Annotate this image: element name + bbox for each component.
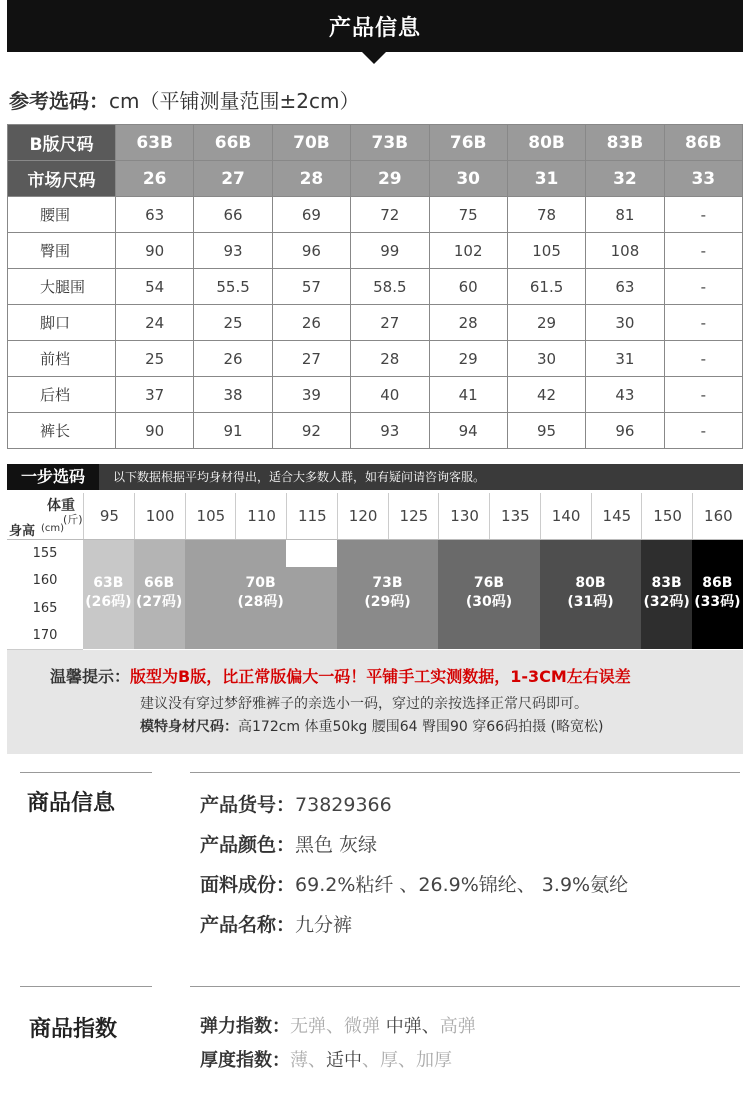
quick-size-bar — [7, 464, 743, 490]
table-cell: 72 — [351, 197, 429, 233]
info-item-sku — [200, 790, 392, 817]
product-index-title: 商品指数 — [29, 1017, 118, 1042]
zone-size: 70B — [245, 575, 276, 591]
table-cell: 61.5 — [507, 269, 585, 305]
size-zone-label — [438, 574, 540, 612]
size-zone-label — [83, 574, 134, 612]
tips-panel — [7, 650, 743, 754]
measure-row — [8, 413, 743, 449]
weight-tick: 110 — [235, 493, 287, 539]
table-cell: 33 — [664, 161, 742, 197]
row-label: 前档 — [8, 341, 116, 377]
table-cell: 27 — [272, 341, 350, 377]
height-tick: 170 — [7, 622, 83, 650]
height-tick: 165 — [7, 595, 83, 623]
zone-size: 76B — [473, 575, 505, 591]
size-zone-label — [692, 574, 743, 612]
info-key: 产品名称： — [200, 914, 296, 936]
model-info — [140, 716, 603, 736]
divider — [20, 772, 152, 773]
table-cell: 28 — [429, 305, 507, 341]
model-label: 模特身材尺码： — [140, 719, 238, 735]
info-key: 产品颜色： — [200, 834, 296, 856]
tip-line-2: 建议没有穿过梦舒雅裤子的亲选小一码，穿过的亲按选择正常尺码即可。 — [140, 696, 588, 712]
table-cell: 39 — [272, 377, 350, 413]
table-cell: 86B — [664, 125, 742, 161]
row-label: 市场尺码 — [8, 161, 116, 197]
table-cell: 80B — [507, 125, 585, 161]
table-cell: 28 — [272, 161, 350, 197]
divider — [190, 986, 740, 987]
option-selected: 适中 — [326, 1050, 362, 1071]
weight-tick: 130 — [438, 493, 490, 539]
info-value: 九分裤 — [295, 914, 353, 936]
weight-tick: 95 — [83, 493, 135, 539]
measure-row — [8, 233, 743, 269]
table-cell: 26 — [116, 161, 194, 197]
row-label: 臀围 — [8, 233, 116, 269]
measure-row — [8, 341, 743, 377]
zone-size: 86B — [702, 575, 733, 591]
table-cell: 30 — [507, 341, 585, 377]
table-cell: 31 — [507, 161, 585, 197]
product-info-title: 商品信息 — [27, 791, 116, 816]
size-zone-label — [337, 574, 439, 612]
table-cell: 63 — [116, 197, 194, 233]
weight-tick: 140 — [540, 493, 592, 539]
table-cell: 30 — [429, 161, 507, 197]
weight-header-row — [7, 493, 743, 540]
table-cell: 70B — [272, 125, 350, 161]
row-label: B版尺码 — [8, 125, 116, 161]
weight-axis-unit: (斤) — [63, 513, 83, 526]
measure-row — [8, 197, 743, 233]
zone-size: 66B — [144, 575, 175, 591]
table-cell: 41 — [429, 377, 507, 413]
size-table — [7, 124, 743, 449]
thickness-options — [290, 1050, 452, 1071]
quick-size-label: 一步选码 — [7, 464, 99, 490]
elastic-options — [290, 1016, 476, 1037]
info-key: 产品货号： — [200, 794, 296, 816]
table-cell: - — [664, 233, 742, 269]
weight-tick: 135 — [489, 493, 541, 539]
table-cell: 63 — [586, 269, 664, 305]
divider — [190, 772, 740, 773]
table-cell: 25 — [116, 341, 194, 377]
option: 加厚 — [416, 1050, 452, 1071]
table-cell: 69 — [272, 197, 350, 233]
info-item-fabric — [200, 870, 628, 897]
size-zone-label — [134, 574, 185, 612]
quick-size-description: 以下数据根据平均身材得出，适合大多数人群，如有疑问请咨询客服。 — [113, 470, 486, 484]
table-cell: 28 — [351, 341, 429, 377]
b-size-row — [8, 125, 743, 161]
info-item-name — [200, 910, 352, 937]
option: 高弹 — [439, 1016, 476, 1037]
thickness-index — [200, 1046, 452, 1072]
table-cell: 76B — [429, 125, 507, 161]
table-cell: 55.5 — [194, 269, 272, 305]
zone-size: 83B — [651, 575, 682, 591]
table-cell: - — [664, 305, 742, 341]
table-cell: 38 — [194, 377, 272, 413]
table-cell: 27 — [351, 305, 429, 341]
model-text: 高172cm 体重50kg 腰围64 臀围90 穿66码拍摄 (略宽松) — [238, 719, 604, 735]
table-cell: 90 — [116, 413, 194, 449]
weight-tick: 160 — [692, 493, 744, 539]
zone-size: 73B — [372, 575, 403, 591]
table-cell: 108 — [586, 233, 664, 269]
table-cell: 26 — [272, 305, 350, 341]
option: 薄、 — [290, 1050, 326, 1071]
reference-line — [9, 85, 359, 114]
table-cell: 78 — [507, 197, 585, 233]
size-recommend-grid — [7, 493, 743, 649]
table-cell: 29 — [429, 341, 507, 377]
row-label: 腰围 — [8, 197, 116, 233]
table-cell: - — [664, 197, 742, 233]
option: 无弹、 — [290, 1016, 344, 1037]
divider — [20, 986, 152, 987]
height-axis-label: 身高 — [9, 524, 36, 539]
zone-market-size: (33码) — [694, 594, 741, 610]
measure-row — [8, 269, 743, 305]
row-label: 后档 — [8, 377, 116, 413]
zone-size: 63B — [93, 575, 124, 591]
table-cell: - — [664, 413, 742, 449]
table-cell: 93 — [194, 233, 272, 269]
table-cell: 29 — [507, 305, 585, 341]
tip-label: 温馨提示： — [50, 667, 131, 686]
zone-market-size: (30码) — [465, 594, 513, 610]
table-cell: 30 — [586, 305, 664, 341]
table-cell: 54 — [116, 269, 194, 305]
weight-tick: 150 — [641, 493, 693, 539]
reference-label: 参考选码： — [9, 89, 109, 113]
table-cell: - — [664, 341, 742, 377]
banner-title: 产品信息 — [328, 16, 421, 41]
option: 、厚、 — [362, 1050, 416, 1071]
height-tick: 155 — [7, 540, 83, 568]
row-label: 脚口 — [8, 305, 116, 341]
table-cell: 58.5 — [351, 269, 429, 305]
height-tick: 160 — [7, 567, 83, 595]
table-cell: 96 — [586, 413, 664, 449]
size-zone-label — [540, 574, 642, 612]
weight-axis-label: 体重 — [47, 498, 75, 514]
table-cell: 57 — [272, 269, 350, 305]
row-label: 裤长 — [8, 413, 116, 449]
table-cell: 24 — [116, 305, 194, 341]
table-cell: 94 — [429, 413, 507, 449]
table-cell: 93 — [351, 413, 429, 449]
tip-line-1 — [50, 664, 631, 687]
table-cell: 42 — [507, 377, 585, 413]
table-cell: 32 — [586, 161, 664, 197]
measure-row — [8, 377, 743, 413]
table-cell: 27 — [194, 161, 272, 197]
zone-market-size: (26码) — [85, 594, 132, 610]
zone-market-size: (29码) — [364, 594, 411, 610]
table-cell: - — [664, 269, 742, 305]
zone-market-size: (32码) — [643, 594, 690, 610]
table-cell: 81 — [586, 197, 664, 233]
weight-tick: 105 — [185, 493, 237, 539]
table-cell: 99 — [351, 233, 429, 269]
row-label: 大腿围 — [8, 269, 116, 305]
thickness-label: 厚度指数： — [200, 1050, 290, 1071]
elastic-index — [200, 1012, 476, 1038]
tip-highlight: 版型为B版，比正常版偏大一码！平铺手工实测数据，1-3CM左右误差 — [130, 667, 631, 686]
table-cell: 83B — [586, 125, 664, 161]
header-banner — [7, 0, 743, 52]
size-zone-label — [641, 574, 692, 612]
weight-tick: 125 — [388, 493, 440, 539]
weight-tick: 115 — [286, 493, 338, 539]
weight-tick: 145 — [591, 493, 643, 539]
table-cell: 25 — [194, 305, 272, 341]
table-cell: 91 — [194, 413, 272, 449]
size-zone-label — [185, 574, 337, 612]
table-cell: 96 — [272, 233, 350, 269]
table-cell: 43 — [586, 377, 664, 413]
table-cell: 102 — [429, 233, 507, 269]
weight-tick: 120 — [337, 493, 389, 539]
info-value: 73829366 — [295, 794, 392, 816]
info-value: 黑色 灰绿 — [295, 834, 378, 856]
reference-text: cm（平铺测量范围±2cm） — [109, 89, 360, 113]
info-key: 面料成份： — [200, 874, 296, 896]
table-cell: 40 — [351, 377, 429, 413]
table-cell: 105 — [507, 233, 585, 269]
table-cell: - — [664, 377, 742, 413]
option-selected: 中弹、 — [385, 1016, 440, 1037]
info-item-color — [200, 830, 377, 857]
table-cell: 37 — [116, 377, 194, 413]
info-value: 69.2%粘纤 、26.9%锦纶、 3.9%氨纶 — [295, 874, 629, 896]
zone-size: 80B — [575, 575, 606, 591]
table-cell: 63B — [116, 125, 194, 161]
market-size-row — [8, 161, 743, 197]
weight-tick: 100 — [134, 493, 186, 539]
zone-market-size: (28码) — [237, 594, 284, 610]
table-cell: 31 — [586, 341, 664, 377]
option: 微弹 — [344, 1016, 386, 1037]
table-cell: 66 — [194, 197, 272, 233]
table-cell: 29 — [351, 161, 429, 197]
banner-notch — [362, 52, 386, 64]
table-cell: 60 — [429, 269, 507, 305]
elastic-label: 弹力指数： — [200, 1016, 290, 1037]
table-cell: 75 — [429, 197, 507, 233]
table-cell: 95 — [507, 413, 585, 449]
table-cell: 73B — [351, 125, 429, 161]
table-cell: 26 — [194, 341, 272, 377]
table-cell: 66B — [194, 125, 272, 161]
zone-market-size: (31码) — [567, 594, 614, 610]
measure-row — [8, 305, 743, 341]
height-axis-unit: (cm) — [41, 523, 65, 534]
zone-market-size: (27码) — [135, 594, 183, 610]
table-cell: 92 — [272, 413, 350, 449]
table-cell: 90 — [116, 233, 194, 269]
